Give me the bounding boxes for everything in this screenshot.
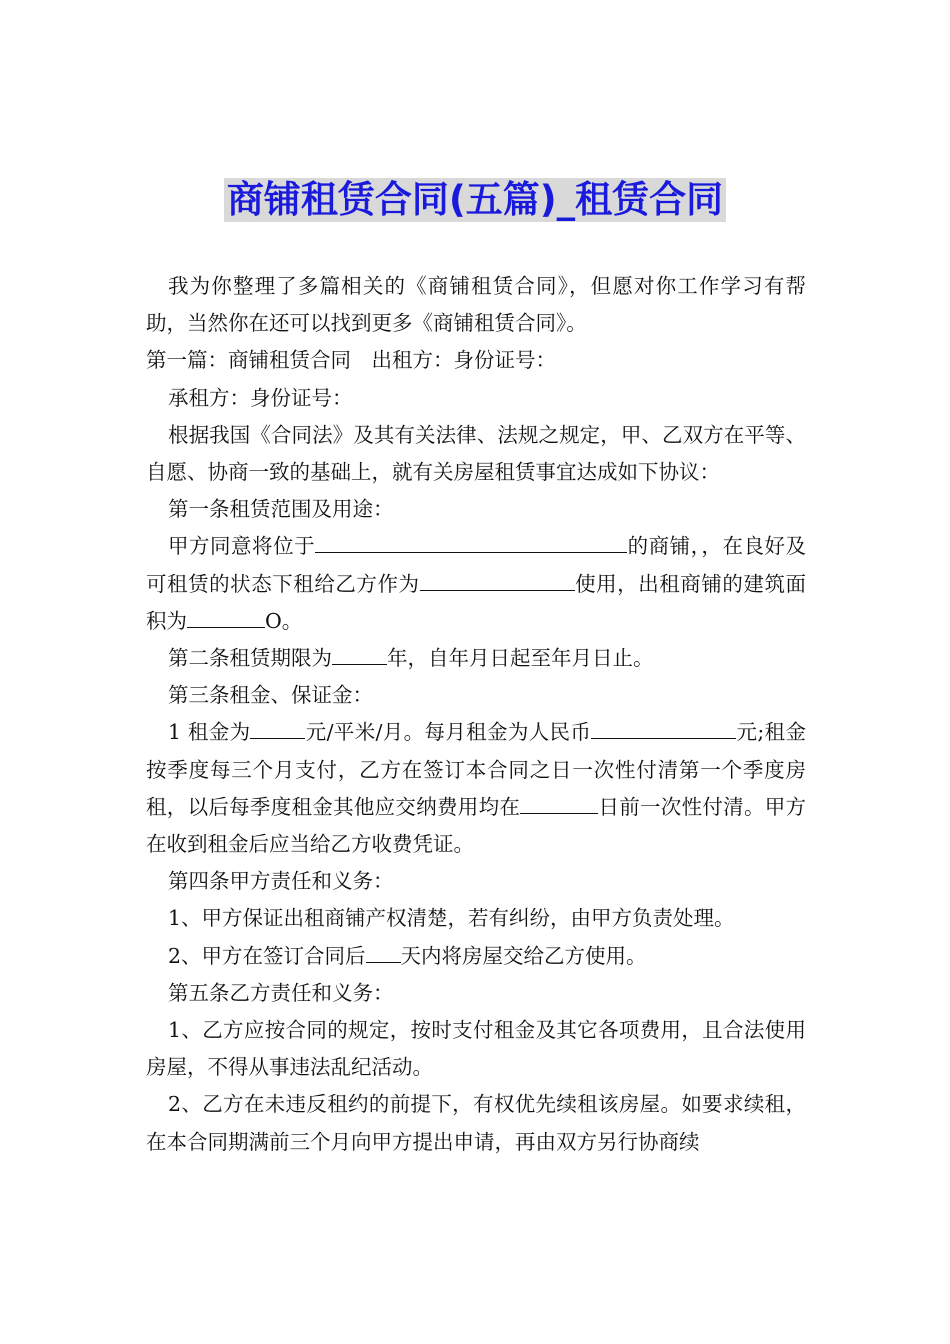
paragraph-clause-1-heading: 第一条租赁范围及用途：: [168, 497, 394, 522]
document-body: [146, 268, 806, 1161]
title-wrapper: [0, 178, 950, 222]
text-segment: 日前一次性付清。甲方在收到租金后应当给乙方收费凭证。: [146, 794, 807, 857]
paragraph-basis: 根据我国《合同法》及其有关法律、法规之规定，甲、乙双方在平等、自愿、协商一致的基础上，就有关房屋租赁事宜达成如下协议：: [146, 422, 806, 485]
paragraph-clause-3-heading: 第三条租金、保证金：: [168, 683, 373, 708]
text-segment: 甲方同意将位于: [168, 534, 316, 559]
text-segment: 年，自年月日起至年月日止。: [387, 646, 654, 671]
blank-usage: [420, 572, 575, 591]
text-segment: O。: [265, 608, 303, 633]
blank-rent-per-sqm: [250, 720, 305, 739]
paragraph-clause-1-body: [146, 528, 806, 640]
paragraph-clause-5-item-2: 2、乙方在未违反租约的前提下，有权优先续租该房屋。如要求续租，在本合同期满前三个月向甲方提出申请，再由双方另行协商续: [146, 1092, 806, 1154]
text-segment: 使用，出租商铺的建筑面积为: [146, 571, 807, 633]
blank-area: [187, 609, 265, 628]
paragraph-first-article: 第一篇：商铺租赁合同 出租方：身份证号：: [146, 348, 556, 373]
paragraph-lessee: 承租方：身份证号：: [168, 385, 353, 410]
paragraph-clause-2: [146, 640, 806, 677]
text-segment: 1 租金为: [168, 720, 251, 745]
paragraph-clause-5-heading: 第五条乙方责任和义务：: [168, 980, 394, 1005]
text-segment: 元/平米/月。每月租金为人民币: [305, 720, 592, 745]
paragraph-clause-4-item-2: [146, 938, 806, 975]
text-segment: 的商铺，，在良好及可租赁的状态下租给乙方作为: [146, 534, 806, 596]
blank-payment-day: [520, 795, 598, 814]
paragraph-clause-3-body: [146, 714, 806, 863]
paragraph-intro: 我为你整理了多篇相关的《商铺租赁合同》，但愿对你工作学习有帮助，当然你在还可以找到更多《商铺租赁合同》。: [146, 274, 806, 336]
text-segment: 元;租金按季度每三个月支付，乙方在签订本合同之日一次性付清第一个季度房租，以后每季度租金其他应交纳费用均在: [146, 720, 806, 819]
paragraph-clause-5-item-1: 1、乙方应按合同的规定，按时支付租金及其它各项费用，且合法使用房屋，不得从事违法乱纪活动。: [146, 1018, 806, 1080]
document-title: 商铺租赁合同(五篇)_租赁合同: [224, 178, 726, 222]
text-segment: 第二条租赁期限为: [168, 646, 332, 671]
blank-years: [332, 646, 387, 665]
text-segment: 天内将房屋交给乙方使用。: [400, 943, 647, 968]
blank-days: [366, 944, 401, 963]
text-segment: 2、甲方在签订合同后: [168, 943, 366, 968]
paragraph-clause-4-heading: 第四条甲方责任和义务：: [168, 869, 394, 894]
blank-location: [315, 534, 627, 553]
paragraph-clause-4-item-1: 1、甲方保证出租商铺产权清楚，若有纠纷，由甲方负责处理。: [168, 906, 735, 931]
blank-monthly-rent: [591, 720, 736, 739]
